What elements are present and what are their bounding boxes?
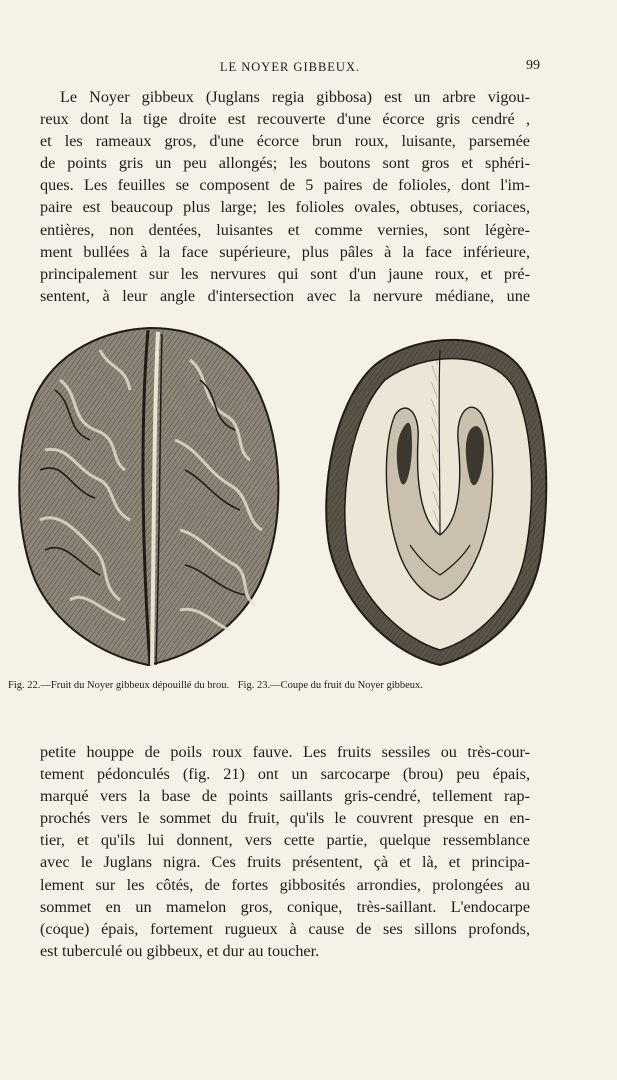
paragraph-1 bbox=[40, 86, 530, 307]
walnut-fruit-illustration bbox=[19, 328, 278, 665]
text-line: est tuberculé ou gibbeux, et dur au toucher. bbox=[40, 941, 320, 960]
text-line: (coque) épais, fortement rugueux à cause de ses sillons profonds, bbox=[40, 919, 530, 938]
text-line: tier, et qu'ils lui donnent, vers cette partie, quelque ressemblance bbox=[40, 831, 530, 850]
text-line: tement pédonculés (fig. 21) ont un sarcocarpe (brou) peu épais, bbox=[40, 765, 530, 784]
walnut-section-illustration bbox=[326, 340, 546, 665]
text-line: ment bullées à la face supérieure, plus pâles à la face inférieure, bbox=[40, 242, 530, 261]
running-title: LE NOYER GIBBEUX. bbox=[219, 60, 361, 74]
figure-captions bbox=[8, 680, 568, 691]
walnut-engravings bbox=[0, 320, 617, 680]
text-line: sentent, à leur angle d'intersection avec la nervure médiane, une bbox=[40, 286, 530, 305]
text-line: de points gris un peu allongés; les boutons sont gros et sphéri- bbox=[40, 154, 530, 173]
text-line: lement sur les côtés, de fortes gibbosités arrondies, prolongées au bbox=[40, 875, 530, 894]
text-line: paire est beaucoup plus large; les folioles ovales, obtuses, coriaces, bbox=[40, 198, 530, 217]
text-line: prochés vers le sommet du fruit, qu'ils le couvrent presque en en- bbox=[40, 809, 530, 828]
text-line: et les rameaux gros, d'une écorce brun roux, luisante, parsemée bbox=[40, 132, 530, 151]
fig23-caption: Fig. 23.—Coupe du fruit du Noyer gibbeux. bbox=[237, 680, 423, 691]
text-line: Le Noyer gibbeux (Juglans regia gibbosa) est un arbre vigou- bbox=[60, 88, 530, 106]
page-number: 99 bbox=[526, 58, 540, 73]
text-line: avec le Juglans nigra. Ces fruits présentent, çà et là, et principa- bbox=[40, 853, 530, 872]
text-line: principalement sur les nervures qui sont d'un jaune roux, et pré- bbox=[40, 264, 530, 283]
text-line: ques. Les feuilles se composent de 5 paires de folioles, dont l'im- bbox=[40, 176, 530, 195]
text-line: marqué vers la base de points saillants gris-cendré, tellement rap- bbox=[40, 787, 530, 806]
text-line: sommet en un mamelon gros, conique, très-saillant. L'endocarpe bbox=[40, 897, 530, 916]
paragraph-2 bbox=[40, 741, 530, 962]
text-line: petite houppe de poils roux fauve. Les fruits sessiles ou très-cour- bbox=[40, 743, 530, 761]
text-line: reux dont la tige droite est recouverte d'une écorce gris cendré , bbox=[40, 110, 530, 129]
page-header bbox=[40, 58, 540, 78]
figures-region bbox=[0, 320, 617, 680]
fig22-caption: Fig. 22.—Fruit du Noyer gibbeux dépouillé du brou. bbox=[8, 680, 230, 691]
text-line: entières, non dentées, luisantes et comme vernies, sont légère- bbox=[40, 220, 530, 239]
